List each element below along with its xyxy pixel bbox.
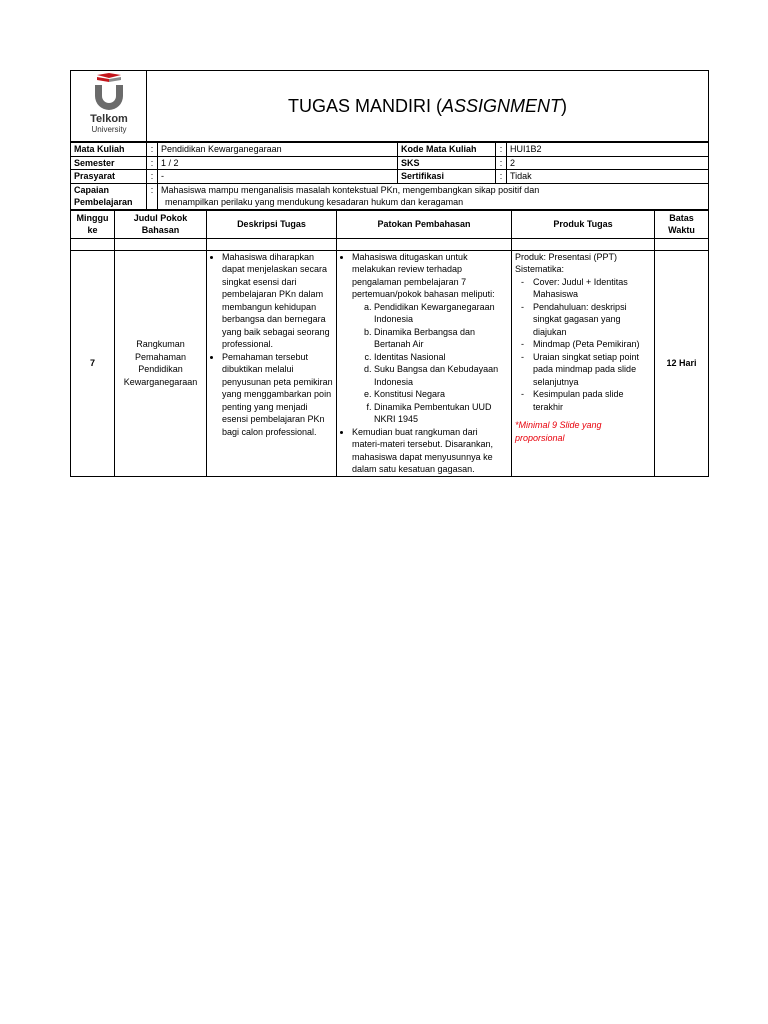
sertifikasi-value: Tidak xyxy=(507,170,709,184)
col-batas: Batas Waktu xyxy=(655,210,709,238)
patokan-item: d. Suku Bangsa dan Kebudayaan Indonesia xyxy=(374,363,508,388)
logo-text-university: University xyxy=(90,125,127,135)
produk-item: - Pendahuluan: deskripsi singkat gagasan yang diajukan xyxy=(521,301,651,339)
patokan-intro: • Mahasiswa ditugaskan untuk melakukan review terhadap pengalaman pembelajaran 7 pertemuan/pokok bahasan meliputi: a. Pendidikan Kewarganegaraan Indonesia b. Dinamika Berbangsa dan Bertanah Air c. Identitas Nasional d. Suku Bangsa dan Kebudayaan Indonesia e. Konstitusi Negara f. Dinamika Pembentukan UUD NKRI 1945 xyxy=(352,251,508,426)
produk-item: - Kesimpulan pada slide terakhir xyxy=(521,388,651,413)
sks-label: SKS xyxy=(398,156,496,170)
table-row xyxy=(71,250,709,476)
colon: : xyxy=(147,170,158,184)
kode-value: HUI1B2 xyxy=(507,143,709,157)
col-minggu: Minggu ke xyxy=(71,210,115,238)
capaian-label: Capaian Pembelajaran xyxy=(71,183,147,209)
prasyarat-value: - xyxy=(158,170,398,184)
capaian-value: Mahasiswa mampu menganalisis masalah kontekstual PKn, mengembangkan sikap positif dan menampilkan perilaku yang mendukung kesadaran hukum dan keragaman xyxy=(158,183,709,209)
deskripsi-value xyxy=(207,250,337,476)
patokan-item: e. Konstitusi Negara xyxy=(374,388,508,401)
patokan-value xyxy=(337,250,512,476)
info-table xyxy=(70,142,709,210)
kode-label: Kode Mata Kuliah xyxy=(398,143,496,157)
sertifikasi-label: Sertifikasi xyxy=(398,170,496,184)
logo-cell xyxy=(71,71,147,142)
task-table xyxy=(70,210,709,477)
info-row-semester xyxy=(71,156,709,170)
produk-note: *Minimal 9 Slide yang proporsional xyxy=(515,420,602,443)
col-produk: Produk Tugas xyxy=(512,210,655,238)
minggu-value: 7 xyxy=(71,250,115,476)
judul-value: Rangkuman Pemahaman Pendidikan Kewarganegaraan xyxy=(115,250,207,476)
produk-value: Produk: Presentasi (PPT) Sistematika: - Cover: Judul + Identitas Mahasiswa - Pendahuluan: deskripsi singkat gagasan yang diajukan - Mindmap (Peta Pemikiran) - Uraian singkat setiap point pada mindmap pada slide selanjutnya - Kesimpulan pada slide terakhir *Minimal 9 Slide yang proporsional xyxy=(512,250,655,476)
colon: : xyxy=(147,156,158,170)
patokan-outro: • Kemudian buat rangkuman dari materi-materi tersebut. Disarankan, mahasiswa dapat menyusunnya ke dalam satu kesatuan gagasan. xyxy=(352,426,508,476)
deskripsi-item: • Mahasiswa diharapkan dapat menjelaskan secara singkat esensi dari pembelajaran PKn dalam membangun kehidupan berbangsa dan bernegara yang baik sebagai seorang professional. xyxy=(222,251,333,351)
produk-item: - Mindmap (Peta Pemikiran) xyxy=(521,338,651,351)
telkom-university-logo xyxy=(87,73,131,135)
colon: : xyxy=(496,143,507,157)
colon: : xyxy=(496,156,507,170)
info-row-capaian xyxy=(71,183,709,209)
mata-kuliah-label: Mata Kuliah xyxy=(71,143,147,157)
sks-value: 2 xyxy=(507,156,709,170)
task-header-row xyxy=(71,210,709,238)
patokan-item: c. Identitas Nasional xyxy=(374,351,508,364)
info-row-prasyarat xyxy=(71,170,709,184)
col-patokan: Patokan Pembahasan xyxy=(337,210,512,238)
produk-item: - Cover: Judul + Identitas Mahasiswa xyxy=(521,276,651,301)
info-row-mata-kuliah xyxy=(71,143,709,157)
assignment-document xyxy=(70,70,709,477)
patokan-item: a. Pendidikan Kewarganegaraan Indonesia xyxy=(374,301,508,326)
mata-kuliah-value: Pendidikan Kewarganegaraan xyxy=(158,143,398,157)
colon: : xyxy=(496,170,507,184)
patokan-item: b. Dinamika Berbangsa dan Bertanah Air xyxy=(374,326,508,351)
col-deskripsi: Deskripsi Tugas xyxy=(207,210,337,238)
patokan-item: f. Dinamika Pembentukan UUD NKRI 1945 xyxy=(374,401,508,426)
spacer-row xyxy=(71,238,709,250)
col-judul: Judul Pokok Bahasan xyxy=(115,210,207,238)
page-title: TUGAS MANDIRI (ASSIGNMENT) xyxy=(147,71,709,142)
produk-item: - Uraian singkat setiap point pada mindmap pada slide selanjutnya xyxy=(521,351,651,389)
logo-text-telkom: Telkom xyxy=(89,113,128,126)
header-table xyxy=(70,70,709,142)
prasyarat-label: Prasyarat xyxy=(71,170,147,184)
semester-label: Semester xyxy=(71,156,147,170)
semester-value: 1 / 2 xyxy=(158,156,398,170)
batas-value: 12 Hari xyxy=(655,250,709,476)
colon: : xyxy=(147,143,158,157)
deskripsi-item: • Pemahaman tersebut dibuktikan melalui penyusunan peta pemikiran yang menggambarkan poin penting yang menjadi esensi pembelajaran PKn bagi calon professional. xyxy=(222,351,333,439)
colon: : xyxy=(147,183,158,209)
